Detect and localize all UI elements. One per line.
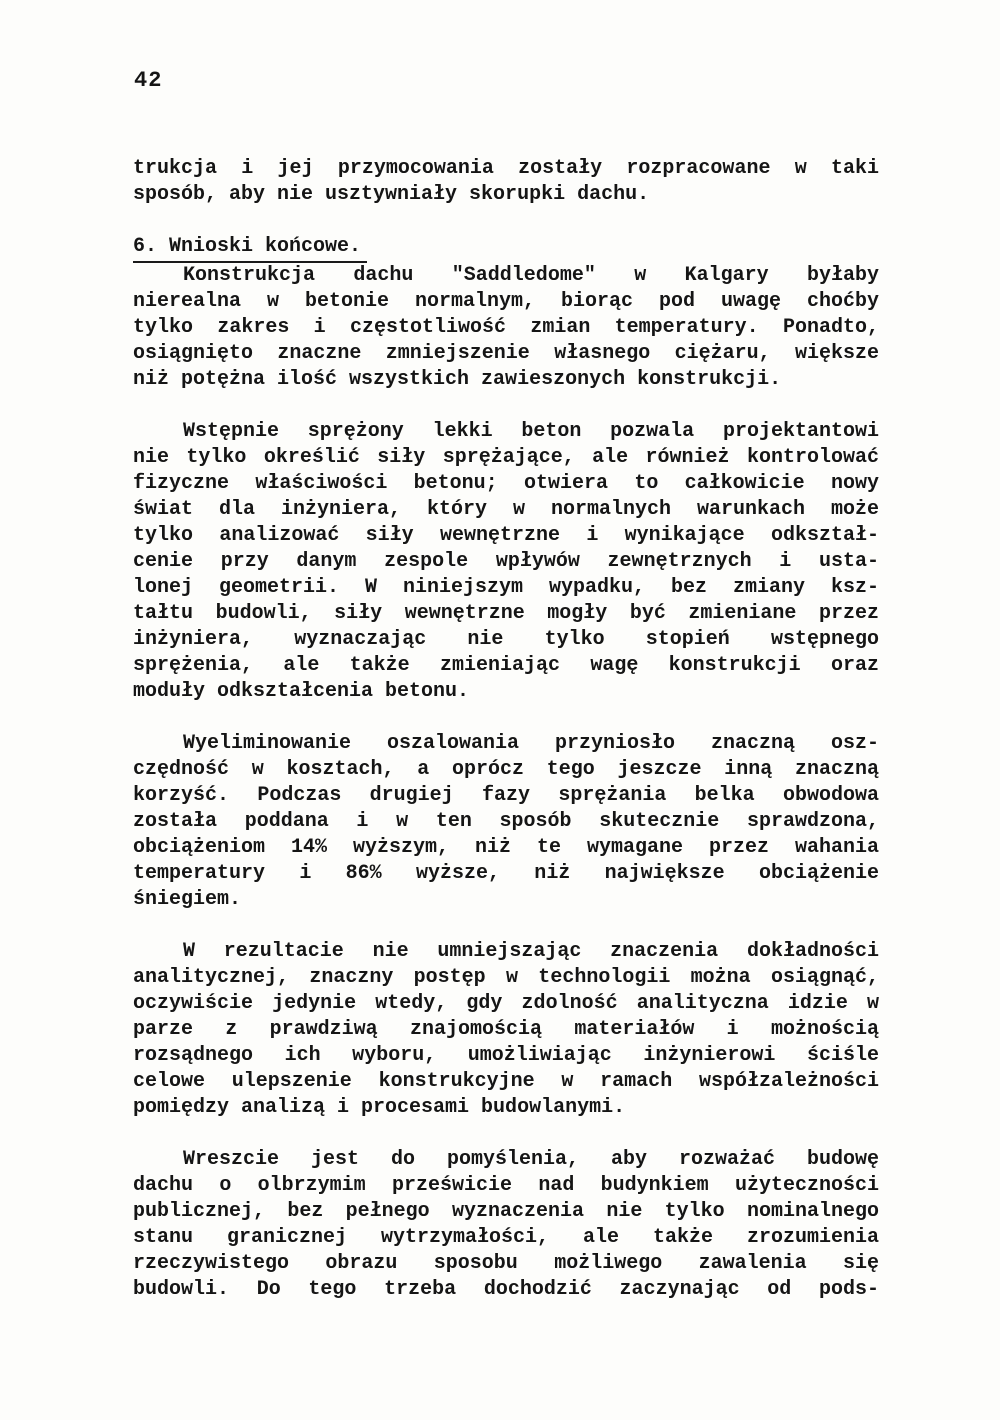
text-line: tałtu budowli, siły wewnętrzne mogły być zmieniane przez xyxy=(133,602,879,625)
text-line: Konstrukcja dachu "Saddledome" w Kalgary byłaby xyxy=(183,264,879,287)
paragraph xyxy=(133,939,879,1121)
text-line: rzeczywistego obrazu sposobu możliwego zawalenia się xyxy=(133,1252,879,1275)
text-line: dachu o olbrzymim prześwicie nad budynkiem użyteczności xyxy=(133,1174,879,1197)
text-line: śniegiem. xyxy=(133,888,242,911)
text-line: analitycznej, znaczny postęp w technologii można osiągnąć, xyxy=(133,966,879,989)
paragraph xyxy=(133,731,879,913)
paragraph xyxy=(133,419,879,705)
paragraph xyxy=(133,263,879,393)
text-line: została poddana i w ten sposób skutecznie sprawdzona, xyxy=(133,810,879,833)
text-column xyxy=(133,156,879,1303)
text-line: Wyeliminowanie oszalowania przyniosło znaczną osz- xyxy=(183,732,879,755)
text-line: parze z prawdziwą znajomością materiałów i możnością xyxy=(133,1018,879,1041)
text-line: obciążeniom 14% wyższym, niż te wymagane przez wahania xyxy=(133,836,879,859)
text-line: publicznej, bez pełnego wyznaczenia nie tylko nominalnego xyxy=(133,1200,879,1223)
text-line: nierealna w betonie normalnym, biorąc pod uwagę choćby xyxy=(133,290,879,313)
text-line: czędność w kosztach, a oprócz tego jeszcze inną znaczną xyxy=(133,758,879,781)
text-line: budowli. Do tego trzeba dochodzić zaczynając od pods- xyxy=(133,1278,879,1301)
text-line: W rezultacie nie umniejszając znaczenia dokładności xyxy=(183,940,879,963)
text-line: trukcja i jej przymocowania zostały rozpracowane w taki xyxy=(133,157,879,180)
text-line: niż potężna ilość wszystkich zawieszonych konstrukcji. xyxy=(133,368,782,391)
text-line: sposób, aby nie usztywniały skorupki dachu. xyxy=(133,183,650,206)
text-line: Wstępnie sprężony lekki beton pozwala projektantowi xyxy=(183,420,879,443)
text-line: nie tylko określić siły sprężające, ale również kontrolować xyxy=(133,446,879,469)
text-line: korzyść. Podczas drugiej fazy sprężania belka obwodowa xyxy=(133,784,879,807)
text-line: tylko analizować siły wewnętrzne i wynikające odkształ- xyxy=(133,524,879,547)
section-heading xyxy=(133,234,879,263)
text-line: temperatury i 86% wyższe, niż największe obciążenie xyxy=(133,862,879,885)
text-line: tylko zakres i częstotliwość zmian temperatury. Ponadto, xyxy=(133,316,879,339)
paragraph xyxy=(133,1147,879,1303)
text-line: inżyniera, wyznaczając nie tylko stopień wstępnego xyxy=(133,628,879,651)
text-line: oczywiście jedynie wtedy, gdy zdolność analityczna idzie w xyxy=(133,992,879,1015)
text-line: pomiędzy analizą i procesami budowlanymi. xyxy=(133,1096,626,1119)
paragraph xyxy=(133,156,879,208)
text-line: osiągnięto znaczne zmniejszenie własnego ciężaru, większe xyxy=(133,342,879,365)
text-line: stanu granicznej wytrzymałości, ale także zrozumienia xyxy=(133,1226,879,1249)
page-number: 42 xyxy=(134,68,163,93)
text-line: świat dla inżyniera, który w normalnych warunkach może xyxy=(133,498,879,521)
text-line: celowe ulepszenie konstrukcyjne w ramach współzależności xyxy=(133,1070,879,1093)
text-line: Wreszcie jest do pomyślenia, aby rozważać budowę xyxy=(183,1148,879,1171)
text-line: sprężenia, ale także zmieniając wagę konstrukcji oraz xyxy=(133,654,879,677)
text-line: fizyczne właściwości betonu; otwiera to całkowicie nowy xyxy=(133,472,879,495)
text-line: lonej geometrii. W niniejszym wypadku, bez zmiany ksz- xyxy=(133,576,879,599)
section-heading-text: 6. Wnioski końcowe. xyxy=(133,235,367,263)
text-line: moduły odkształcenia betonu. xyxy=(133,680,470,703)
text-line: cenie przy danym zespole wpływów zewnętrznych i usta- xyxy=(133,550,879,573)
text-line: rozsądnego ich wyboru, umożliwiając inżynierowi ściśle xyxy=(133,1044,879,1067)
